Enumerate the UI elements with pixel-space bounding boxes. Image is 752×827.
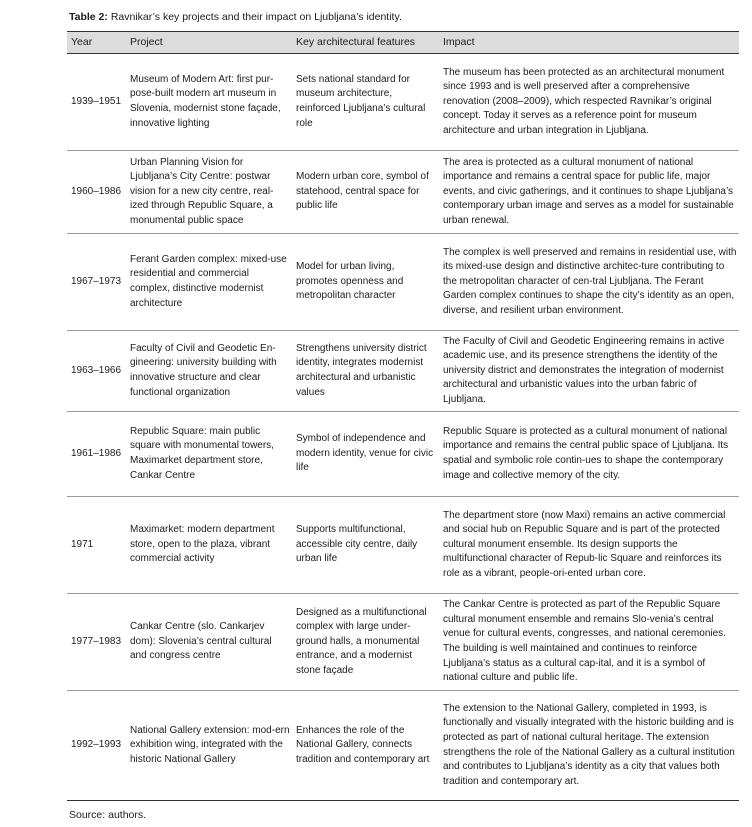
project-cell: Ferant Garden complex: mixed-use residential and commercial complex, distinctive modernist architecture [128, 234, 294, 331]
impact-cell: The extension to the National Gallery, completed in 1993, is functionally and visually integrated with the historic building and is protected as part of national cultural heritage. The extension strengthens the role of the National Gallery as a cultural institution and contributes to Ljubljana’s identity as a city that values both tradition and contemporary art. [440, 691, 739, 801]
features-cell: Designed as a multifunctional complex with large under-ground halls, a monumental entrance, and a modernist stone façade [294, 594, 440, 691]
header-impact: Impact [440, 32, 739, 54]
table-row [67, 412, 739, 497]
source-note: Source: authors. [69, 809, 147, 821]
impact-cell: The area is protected as a cultural monument of national importance and remains a central space for public life, major events, and civic gatherings, and it continues to shape Ljubljana’s contemporary urban image and serves as a model for sustainable urban renewal. [440, 151, 739, 234]
impact-cell: The Cankar Centre is protected as part of the Republic Square cultural monument ensemble and remains Slo-venia’s central venue for cultural events, congresses, and national ceremonies. The building is well maintained and continues to reinforce Ljubljana’s status as a cultural cap-ital, and it is a symbol of national culture and public life. [440, 594, 739, 691]
impact-cell: The Faculty of Civil and Geodetic Engineering remains in active academic use, and its presence strengthens the identity of the university district and demonstrates the integration of modernist architectural and urbanistic values into the urban fabric of Ljubljana. [440, 331, 739, 412]
projects-table [67, 31, 739, 801]
header-project: Project [128, 32, 294, 54]
project-cell: National Gallery extension: mod-ern exhibition wing, integrated with the historic National Gallery [128, 691, 294, 801]
year-cell: 1971 [67, 497, 128, 594]
project-cell: Maximarket: modern department store, open to the plaza, vibrant commercial activity [128, 497, 294, 594]
project-cell: Urban Planning Vision for Ljubljana’s City Centre: postwar vision for a new city centre, real-ized through Republic Square, a monumental public space [128, 151, 294, 234]
header-year: Year [67, 32, 128, 54]
table-row [67, 691, 739, 801]
table-row [67, 54, 739, 151]
table-row [67, 331, 739, 412]
table-caption-text: Ravnikar’s key projects and their impact on Ljubljana’s identity. [107, 11, 402, 23]
table-row [67, 497, 739, 594]
year-cell: 1960–1986 [67, 151, 128, 234]
year-cell: 1977–1983 [67, 594, 128, 691]
project-cell: Faculty of Civil and Geodetic En-gineering: university building with innovative structure and clear functional organization [128, 331, 294, 412]
impact-cell: The museum has been protected as an architectural monument since 1993 and is well preserved after a comprehensive renovation (2008–2009), which respected Ravnikar’s original concept. Today it serves as a reference point for museum architecture and urban integration in Ljubljana. [440, 54, 739, 151]
project-cell: Cankar Centre (slo. Cankarjev dom): Slovenia’s central cultural and congress centre [128, 594, 294, 691]
table-row [67, 234, 739, 331]
features-cell: Enhances the role of the National Gallery, connects tradition and contemporary art [294, 691, 440, 801]
year-cell: 1939–1951 [67, 54, 128, 151]
impact-cell: The complex is well preserved and remains in residential use, with its mixed-use design and distinctive architec-ture contributing to the metropolitan character of cen-tral Ljubljana. The Ferant Garden complex continues to shape the city’s identity as an open, diverse, and resilient urban environment. [440, 234, 739, 331]
table-row [67, 594, 739, 691]
project-cell: Museum of Modern Art: first pur-pose-built modern art museum in Slovenia, modernist stone façade, innovative lighting [128, 54, 294, 151]
project-cell: Republic Square: main public square with monumental towers, Maximarket department store, Cankar Centre [128, 412, 294, 497]
year-cell: 1992–1993 [67, 691, 128, 801]
features-cell: Supports multifunctional, accessible city centre, daily urban life [294, 497, 440, 594]
features-cell: Model for urban living, promotes openness and metropolitan character [294, 234, 440, 331]
year-cell: 1963–1966 [67, 331, 128, 412]
features-cell: Modern urban core, symbol of statehood, central space for public life [294, 151, 440, 234]
impact-cell: The department store (now Maxi) remains an active commercial and social hub on Republic Square and is part of the protected cultural monument ensemble. Its design supports the multifunctional character of Repub-lic Square and reinforces its role as a vibrant, people-ori-ented urban core. [440, 497, 739, 594]
year-cell: 1967–1973 [67, 234, 128, 331]
impact-cell: Republic Square is protected as a cultural monument of national importance and remains the central public space of Ljubljana. Its spatial and symbolic role contin-ues to shape the contemporary image and collective memory of the city. [440, 412, 739, 497]
table-header-row [67, 32, 739, 54]
year-cell: 1961–1986 [67, 412, 128, 497]
header-features: Key architectural features [294, 32, 440, 54]
table-caption-label: Table 2: [69, 11, 108, 23]
features-cell: Strengthens university district identity, integrates modernist architectural and urbanistic values [294, 331, 440, 412]
table-caption [69, 11, 402, 24]
table-row [67, 151, 739, 234]
features-cell: Sets national standard for museum architecture, reinforced Ljubljana’s cultural role [294, 54, 440, 151]
features-cell: Symbol of independence and modern identity, venue for civic life [294, 412, 440, 497]
